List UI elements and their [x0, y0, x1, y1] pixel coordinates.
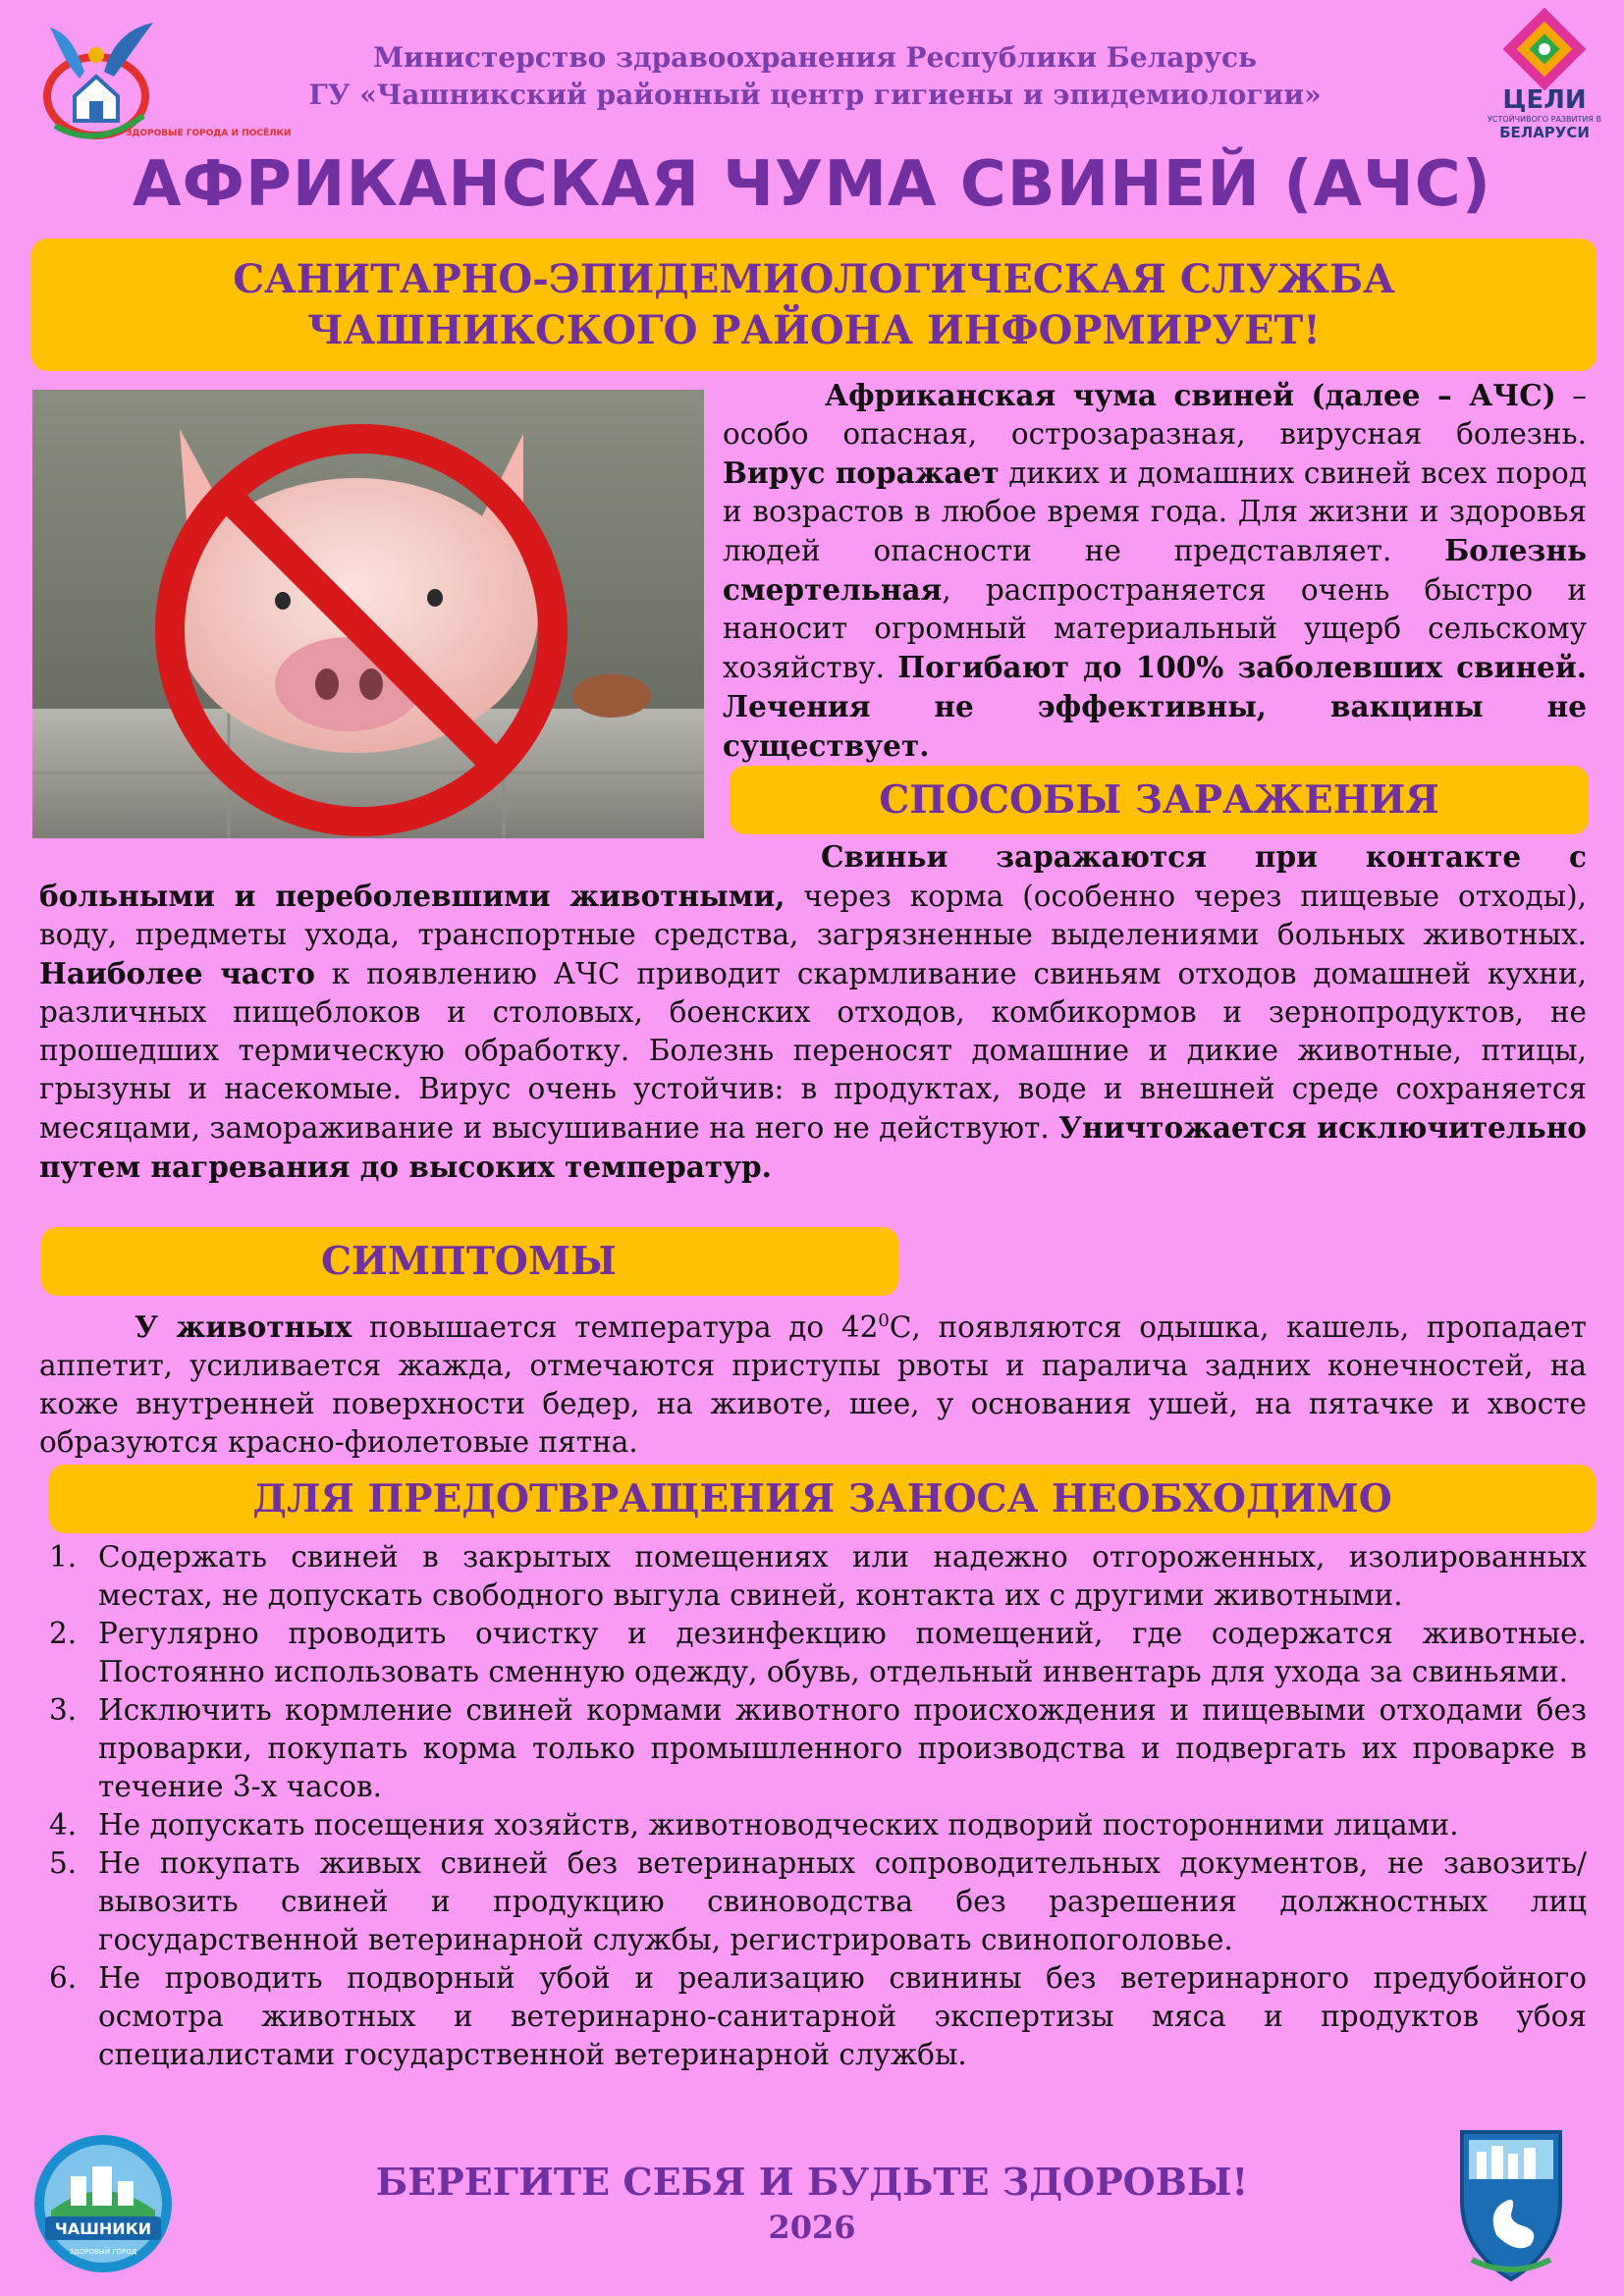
svg-text:ЗДОРОВЫЕ ГОРОДА И ПОСЁЛКИ: ЗДОРОВЫЕ ГОРОДА И ПОСЁЛКИ	[126, 129, 292, 138]
footer-slogan: БЕРЕГИТЕ СЕБЯ И БУДЬТЕ ЗДОРОВЫ!	[375, 2160, 1249, 2204]
list-item-number: 2.	[49, 1617, 78, 1650]
list-item-text: Содержать свиней в закрытых помещениях или надежно отгороженных, изолированных местах, не допускать свободного выгула свиней, контакта их с другими животными.	[98, 1540, 1587, 1612]
list-item-number: 6.	[49, 1961, 78, 1995]
prevention-section-title: ДЛЯ ПРЕДОТВРАЩЕНИЯ ЗАНОСА НЕОБХОДИМО	[49, 1465, 1596, 1533]
svg-text:ЧАШНИКИ: ЧАШНИКИ	[54, 2219, 152, 2238]
spread-section-title: СПОСОБЫ ЗАРАЖЕНИЯ	[730, 766, 1589, 834]
spread-bold-1: Свиньи заражаются при контакте с больными и переболевшими животными,	[39, 839, 1587, 913]
list-item-number: 4.	[49, 1808, 78, 1842]
ministry-header	[216, 39, 1414, 114]
healthy-cities-logo	[35, 18, 292, 145]
list-item-number: 1.	[49, 1540, 78, 1574]
list-item-text: Не проводить подворный убой и реализацию свинины без ветеринарного предубойного осмотра животных и ветеринарно-санитарной экспертизы мяса и продуктов убоя специалистами государственной ветеринарной службы.	[98, 1961, 1587, 2071]
prevention-list	[39, 1538, 1587, 2074]
list-item	[39, 1538, 1587, 1615]
list-item-number: 3.	[49, 1693, 78, 1727]
intro-text-2: диких и домашних свиней всех пород и возрастов в любое время года. Для жизни и здоровья людей опасности не представляет.	[723, 456, 1587, 567]
svg-text:ЗДОРОВЫЙ ГОРОД: ЗДОРОВЫЙ ГОРОД	[69, 2248, 137, 2256]
list-item	[39, 1691, 1587, 1806]
list-item	[39, 1806, 1587, 1844]
intro-bold-3: Болезнь смертельная	[723, 533, 1587, 607]
symptoms-paragraph	[39, 1302, 1587, 1462]
spread-bold-2: Наиболее часто	[39, 956, 315, 990]
chashniki-logo	[31, 2132, 175, 2275]
list-item-number: 5.	[49, 1846, 78, 1880]
intro-text-1: – особо опасная, острозаразная, вирусная болезнь.	[723, 379, 1587, 451]
svg-text:УСТОЙЧИВОГО РАЗВИТИЯ В: УСТОЙЧИВОГО РАЗВИТИЯ В	[1488, 115, 1601, 124]
list-item	[39, 1615, 1587, 1691]
list-item-text: Регулярно проводить очистку и дезинфекцию помещений, где содержатся животные. Постоянно использовать сменную одежду, обувь, отдельный инвентарь для ухода за свиньями.	[98, 1617, 1587, 1688]
list-item	[39, 1844, 1587, 1959]
spread-bold-3: Уничтожается исключительно путем нагревания до высоких температур.	[39, 1110, 1587, 1184]
intro-bold-4: Погибают до 100% заболевших свиней. Лечения не эффективны, вакцины не существует.	[723, 650, 1587, 763]
intro-bold-2: Вирус поражает	[723, 455, 1000, 490]
degree-superscript: 0	[878, 1310, 890, 1331]
sdg-belarus-logo	[1488, 10, 1601, 147]
informs-banner-line-2: ЧАШНИКСКОГО РАЙОНА ИНФОРМИРУЕТ!	[307, 307, 1321, 353]
ministry-line-1: Министерство здравоохранения Республики Беларусь	[372, 41, 1257, 74]
spread-text-2: к появлению АЧС приводит скармливание свиньям отходов домашней кухни, различных пищеблоков и столовых, боенских отходов, комбикормов и зернопродуктов, не прошедших термическую обработку. Болезнь переносят домашние и дикие животные, птицы, грызуны и насекомые. Вирус очень устойчив: в продуктах, воде и внешней среде сохраняется месяцами, замораживание и высушивание на него не действуют.	[39, 957, 1587, 1145]
symptoms-bold-1: У животных	[135, 1308, 352, 1344]
list-item-text: Не покупать живых свиней без ветеринарных сопроводительных документов, не завозить/вывозить свиней и продукцию свиноводства без разрешения должностных лиц государственной ветеринарной службы, регистрировать свинопоголовье.	[98, 1846, 1587, 1956]
symptoms-text-2: С, появляются одышка, кашель, пропадает аппетит, усиливается жажда, отмечаются приступы рвоты и паралича задних конечностей, на коже внутренней поверхности бедер, на животе, шее, у основания ушей, на пятачке и хвосте образуются красно-фиолетовые пятна.	[39, 1309, 1587, 1459]
intro-paragraph	[723, 376, 1587, 766]
ministry-line-2: ГУ «Чашникский районный центр гигиены и эпидемиологии»	[308, 79, 1322, 111]
informs-banner	[31, 239, 1597, 371]
swan-emblem-icon	[1447, 2122, 1575, 2289]
symptoms-section-title: СИМПТОМЫ	[41, 1227, 898, 1296]
symptoms-text-1: повышается температура до 42	[352, 1309, 879, 1344]
list-item	[39, 1959, 1587, 2074]
spread-text-1: через корма (особенно через пищевые отходы), воду, предметы ухода, транспортные средства, загрязненные выделениями больных животных.	[39, 880, 1587, 951]
svg-text:ЦЕЛИ: ЦЕЛИ	[1502, 85, 1587, 115]
list-item-text: Исключить кормление свиней кормами животного происхождения и пищевыми отходами без проварки, покупать корма только промышленного производства и подвергать их проварке в течение 3-х часов.	[98, 1693, 1587, 1803]
intro-bold-1: Африканская чума свиней (далее – АЧС)	[825, 378, 1556, 412]
pig-prohibition-image	[32, 390, 704, 838]
page-title: АФРИКАНСКАЯ ЧУМА СВИНЕЙ (АЧС)	[133, 148, 1491, 221]
footer-year: 2026	[768, 2209, 856, 2246]
list-item-text: Не допускать посещения хозяйств, животноводческих подворий посторонними лицами.	[98, 1808, 1459, 1842]
svg-text:БЕЛАРУСИ: БЕЛАРУСИ	[1499, 124, 1590, 141]
informs-banner-line-1: САНИТАРНО-ЭПИДЕМИОЛОГИЧЕСКАЯ СЛУЖБА	[233, 256, 1395, 302]
intro-text-3: , распространяется очень быстро и наносит огромный материальный ущерб сельскому хозяйству.	[723, 573, 1587, 684]
spread-paragraph	[39, 837, 1587, 1187]
